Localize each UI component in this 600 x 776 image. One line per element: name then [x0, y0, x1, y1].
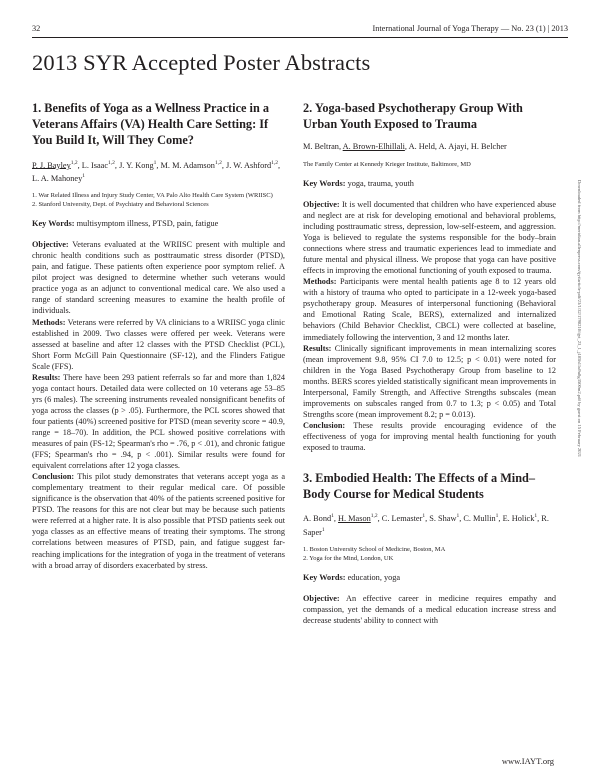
- author-list: M. Beltran, A. Brown-Elhillali, A. Held, A. Ajayi, H. Belcher: [303, 142, 507, 152]
- keywords-value: education, yoga: [347, 572, 401, 582]
- section-text: This pilot study demonstrates that veterans accept yoga as a complementary treatment to their regular medical care. Of possible significance is the observation that 40% of the patients screened positive for PTSD. The reasons for this are not clear but may be because such patients were referred at a higher rate. It is also possible that PTSD patients seek out yoga classes as an effective means of treating their symptoms. The strong correlations between measures of PTSD, pain, and fatigue suggest far-reaching implications for the integration of yoga in the treatment of veterans with a broad array of disorders exacerbated by stress.: [32, 472, 285, 570]
- journal-citation: International Journal of Yoga Therapy — No. 23 (1) | 2013: [372, 24, 568, 33]
- download-sidebar: [577, 180, 590, 740]
- author: A. Held: [408, 142, 435, 152]
- section-conclusion: [32, 471, 285, 570]
- author-list: P. J. Bayley$^{1,2}$, L. Isaac$^{1,2}$, J. Y. Kong$^1$, M. M. Adamson$^{1,2}$, J. W. Ashford$^{1,2}$, L. A. Mahoney$^1$: [32, 159, 281, 183]
- section-results: [303, 343, 556, 420]
- page-title: 2013 SYR Accepted Poster Abstracts: [32, 50, 371, 75]
- article-1: [32, 100, 285, 571]
- author-affiliation-marker: 1: [534, 513, 538, 520]
- article-title: 2. Yoga-based Psychotherapy Group With Urban Youth Exposed to Trauma: [303, 101, 523, 132]
- author: R. Saper: [303, 514, 549, 537]
- author: J. Y. Kong: [119, 160, 154, 170]
- author: J. W. Ashford: [225, 160, 272, 170]
- section-text: An effective career in medicine requires empathy and compassion, yet the demands of a medical education increase stress and decrease students' ability to connect with: [303, 593, 556, 626]
- affiliation: 1. Boston University School of Medicine, Boston, MA: [303, 545, 446, 553]
- author: H. Mason: [338, 514, 371, 524]
- article-3: [303, 470, 556, 626]
- author-affiliation-marker: 1: [495, 513, 499, 520]
- section-label: Methods:: [32, 317, 66, 327]
- author: P. J. Bayley: [32, 160, 71, 170]
- section-results: [32, 372, 285, 471]
- author-affiliation-marker: 1,2: [271, 159, 279, 166]
- keywords-value: yoga, trauma, youth: [347, 178, 414, 188]
- author: L. A. Mahoney: [32, 173, 83, 183]
- header-rule: [32, 37, 568, 38]
- article-title: 1. Benefits of Yoga as a Wellness Practice in a Veterans Affairs (VA) Health Care Setting: If You Build It, Will They Come?: [32, 101, 270, 148]
- affiliation: 2. Yoga for the Mind, London, UK: [303, 554, 394, 562]
- article-title: 3. Embodied Health: The Effects of a Mind–Body Course for Medical Students: [303, 471, 536, 502]
- section-objective: [303, 593, 556, 626]
- section-text: Veterans evaluated at the WRIISC present with multiple and chronic health conditions such as posttraumatic stress disorder (PTSD), pain, and fatigue. These patients often experience poor symptom relief. A pilot project was designed to determine whether such veterans would practice yoga as an adjunct to conventional medical care. We also used a range of standard screening measures to examine the health profile of individuals.: [32, 240, 285, 316]
- author: H. Belcher: [470, 142, 507, 152]
- section-label: Objective:: [303, 199, 340, 209]
- author-affiliation-marker: 1: [456, 513, 460, 520]
- section-label: Objective:: [303, 593, 340, 603]
- section-label: Methods:: [303, 277, 337, 287]
- section-conclusion: [303, 420, 556, 453]
- author: M. Beltran: [303, 142, 339, 152]
- keywords: [303, 572, 556, 583]
- keywords: [303, 178, 556, 189]
- author: A. Brown-Elhillali: [342, 142, 405, 152]
- author-affiliation-marker: 1: [82, 172, 85, 179]
- author: L. Isaac: [81, 160, 109, 170]
- page-number: 32: [32, 24, 41, 33]
- affiliation: 2. Stanford University, Dept. of Psychiatry and Behavioral Sciences: [32, 201, 209, 209]
- section-label: Results:: [32, 372, 61, 382]
- section-text: There have been 293 patient referrals so far and more than 1,824 yoga contact hours. Detailed data were collected on 10 veterans age 53–85 yrs (6 males). The screening instruments revealed nonsignificant benefits of yoga across the classes (p > .05). Furthermore, the PCL scores showed that four patients (40%) screened positive for PTSD (mean severity score = 40.9, range = 18–70). In addition, the PCL showed positive correlations with measures of pain (FS-12; Spearman's rho = .76, p < .01), and chronic fatigue (FFS; Spearman's rho = .94, p < .001). Similar results were found for equivalent correlations after 12 yoga classes.: [32, 372, 285, 471]
- author-affiliation-marker: 1: [321, 526, 325, 533]
- author: A. Ajayi: [438, 142, 467, 152]
- affiliation: 1. War Related Illness and Injury Study Center, VA Palo Alto Health Care System (WRIISC): [32, 192, 273, 200]
- affiliations: [32, 191, 285, 209]
- author: C. Lemaster: [381, 514, 423, 524]
- section-methods: [32, 317, 285, 372]
- affiliations: [303, 160, 556, 169]
- author-affiliation-marker: 1: [422, 513, 426, 520]
- section-text: These results provide encouraging evidence of the effectiveness of yoga for improving mental health functioning for youth exposed to trauma.: [303, 420, 556, 452]
- author-affiliation-marker: 1,2: [70, 159, 78, 166]
- download-notice: Downloaded from http://meridian.allenpress.com/ijyt/article-pdf/23/1/32/1798210/ijyt_23_1_j185h11u9u8g3500m2.pdf by guest on 15 February 2021: [577, 180, 582, 458]
- author: E. Holick: [502, 514, 535, 524]
- right-column: [303, 100, 557, 626]
- author: A. Bond: [303, 514, 332, 524]
- section-objective: [303, 199, 556, 276]
- section-label: Conclusion:: [303, 420, 346, 430]
- author: S. Shaw: [429, 514, 457, 524]
- keywords-value: multisymptom illness, PTSD, pain, fatigue: [76, 219, 219, 229]
- author-affiliation-marker: 1: [331, 513, 334, 520]
- article-2: [303, 100, 556, 453]
- author-affiliation-marker: 1,2: [108, 159, 115, 166]
- section-text: Participants were mental health patients age 8 to 12 years old with a history of trauma who opted to participate in a 12-week yoga-based psychotherapy group. Measures of interpersonal functioning (Behavioral and Emotional Rating Scale, BERS), externalized and internalized behaviors (Child Behavior Checklist, CBCL) were collected at baseline, immediately following the intervention, 3 and 12 months later.: [303, 277, 557, 342]
- keywords-label: Key Words:: [303, 178, 346, 188]
- running-header: [32, 24, 568, 38]
- section-text: Veterans were referred by VA clinicians to a WRIISC yoga clinic established in 2009. Two classes were offered per week. Veterans were assessed at baseline and after 12 classes with the PTSD Checklist (PCL), Short Form McGill Pain Questionnaire (SF-12), and the Flinders Fatigue Scale (FFS).: [32, 317, 285, 371]
- author: C. Mullin: [463, 514, 496, 524]
- section-text: It is well documented that children who have experienced abuse and neglect are at risk for developing emotional and behavioral problems, including posttraumatic stress, depression, low-self-esteem, and aggression. Yoga is believed to regulate the systems responsible for the body–brain connections where stress and traumatic experiences lead to immediate and future mental and physical illness. We propose that yoga can have positive effects in improving the emotional functioning of youth exposed to trauma.: [303, 199, 557, 276]
- section-label: Conclusion:: [32, 472, 75, 482]
- section-objective: [32, 239, 285, 316]
- author-affiliation-marker: 1,2: [370, 513, 378, 520]
- section-label: Results:: [303, 343, 332, 353]
- section-methods: [303, 276, 556, 342]
- author-affiliation-marker: 1,2: [214, 159, 222, 166]
- affiliation: The Family Center at Kennedy Krieger Institute, Baltimore, MD: [303, 160, 471, 168]
- section-text: Clinically significant improvements in mean internalizing scores (mean improvement 9.8, 95% CI 7.0 to 12.5; p < 0.01) were noted for children in the Yoga Based Psychotherapy Group from baseline to 12 months. BERS scores yielded statistically significant mean improvements in Interpersonal, Family Strength, and Affective Strengths subscales (mean improvements on subscales ranged from 0.7 to 1.3; p < 0.05) and Total Strengths score (mean improvement 8.2; p = 0.013).: [303, 343, 557, 419]
- keywords-label: Key Words:: [32, 219, 75, 229]
- affiliations: [303, 545, 556, 563]
- footer-url[interactable]: www.IAYT.org: [501, 756, 554, 766]
- keywords: [32, 218, 285, 229]
- author-list: A. Bond$^1$, H. Mason$^{1,2}$, C. Lemaster$^1$, S. Shaw$^1$, C. Mullin$^1$, E. Holick$^1$, R. Saper$^1$: [303, 513, 549, 537]
- section-label: Objective:: [32, 240, 69, 250]
- keywords-label: Key Words:: [303, 572, 346, 582]
- author: M. M. Adamson: [160, 160, 215, 170]
- author-affiliation-marker: 1: [153, 159, 157, 166]
